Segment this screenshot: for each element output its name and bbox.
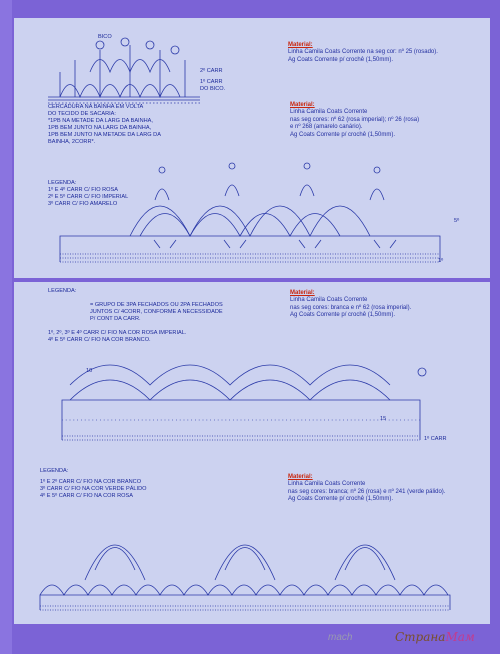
chart-2 xyxy=(60,163,440,262)
legend-2 xyxy=(48,180,128,208)
legend-title: LEGENDA: xyxy=(40,468,69,474)
material-title: Material: xyxy=(288,474,313,480)
material-title: Material: xyxy=(288,42,313,48)
watermark: mach xyxy=(328,632,353,643)
carr-label-3 xyxy=(424,436,447,443)
material-title: Material: xyxy=(290,102,315,108)
row-num-10 xyxy=(86,368,92,375)
legend-title: LEGENDA: xyxy=(48,180,77,186)
note-line: CERCADURA NA BAINHA EM VOLTA xyxy=(48,104,144,110)
bico-label xyxy=(98,34,112,41)
material-line: nas seg cores: branca e nº 62 (rosa imperial). xyxy=(290,304,412,311)
legend-item: 1º E 4º CARR C/ FIO ROSA xyxy=(48,187,118,193)
note-line: 1PB BEM JUNTO NA LARG DA BAINHA, xyxy=(48,125,152,131)
material-line: Ag Coats Corrente p/ crochê (1,50mm). xyxy=(288,496,394,503)
bico-text: BICO xyxy=(98,34,112,40)
legend-4 xyxy=(40,468,146,500)
row-number: 10 xyxy=(86,368,93,374)
chart-4 xyxy=(40,545,450,610)
site-logo xyxy=(395,630,475,644)
material-4 xyxy=(288,474,445,504)
chart-3 xyxy=(62,365,426,440)
material-line: nas seg cores: nº 62 (rosa imperial); nº 26 (rosa) xyxy=(290,116,420,123)
material-line: Linha Camila Coats Corrente xyxy=(290,109,368,116)
do-bico-text: DO BICO. xyxy=(200,86,226,92)
carr-labels-1 xyxy=(200,68,225,93)
material-line: e nº 268 (amarelo canário). xyxy=(290,124,363,131)
legend-item: 1º E 2º CARR C/ FIO NA COR BRANCO xyxy=(40,479,142,485)
carr2-text: 2º CARR xyxy=(200,68,223,74)
row-number: 1º xyxy=(438,258,444,264)
material-line: Ag Coats Corrente p/ crochê (1,50mm). xyxy=(290,131,396,138)
symbol-note-line: JUNTOS C/ 4CORR, CONFORME A NECESSIDADE xyxy=(90,309,223,315)
material-2 xyxy=(290,102,419,139)
chart-1 xyxy=(48,38,200,103)
legend-item: 3º CARR C/ FIO NA COR VERDE PÁLIDO xyxy=(40,486,147,492)
material-1 xyxy=(288,42,438,64)
material-line: Linha Camila Coats Corrente xyxy=(290,297,368,304)
legend-item: 3º CARR C/ FIO AMARELO xyxy=(48,201,118,207)
note-line: DO TECIDO DE SACARIA: xyxy=(48,111,116,117)
legend-title: LEGENDA: xyxy=(48,288,77,294)
note-line: 1PB BEM JUNTO NA METADE DA LARG DA xyxy=(48,132,161,138)
legend-3 xyxy=(48,330,186,344)
material-line: Linha Camila Coats Corrente na seg cor: nº 25 (rosado). xyxy=(288,49,438,56)
section1-notes xyxy=(48,104,161,146)
legend-3-title xyxy=(48,288,76,295)
legend-item: 4º E 5º CARR C/ FIO NA COR BRANCO. xyxy=(48,337,151,343)
row-num-top xyxy=(454,218,459,225)
material-line: Ag Coats Corrente p/ crochê (1,50mm). xyxy=(290,312,396,319)
material-line: nas seg cores: branca; nº 26 (rosa) e nº 241 (verde pálido). xyxy=(288,488,446,495)
carr1-text: 1º CARR xyxy=(200,79,223,85)
material-3 xyxy=(290,290,411,320)
carr-text: 1º CARR xyxy=(424,436,447,442)
symbol-note-line: P/ CONT DA CARR. xyxy=(90,316,141,322)
row-number: 5º xyxy=(454,218,460,224)
legend-item: 1º, 2º, 3º E 4º CARR C/ FIO NA COR ROSA IMPERIAL. xyxy=(48,330,187,336)
note-line: BAINHA, 2CORR*. xyxy=(48,139,96,145)
material-line: Linha Camila Coats Corrente xyxy=(288,481,366,488)
row-num-bot xyxy=(438,258,443,265)
material-line: Ag Coats Corrente p/ crochê (1,50mm). xyxy=(288,56,394,63)
legend-item: 4º E 5º CARR C/ FIO NA COR ROSA xyxy=(40,493,133,499)
note-line: *1PB NA METADE DA LARG DA BAINHA, xyxy=(48,118,153,124)
symbol-note-line: = GRUPO DE 3PA FECHADOS OU 2PA FECHADOS xyxy=(90,302,223,308)
logo-part-b: Мам xyxy=(445,630,475,644)
row-num-15 xyxy=(380,416,386,423)
material-title: Material: xyxy=(290,290,315,296)
symbol-note xyxy=(90,302,223,323)
row-number: 15 xyxy=(380,416,387,422)
legend-item: 2º E 5º CARR C/ FIO IMPERIAL xyxy=(48,194,129,200)
logo-part-a: Страна xyxy=(395,630,446,644)
